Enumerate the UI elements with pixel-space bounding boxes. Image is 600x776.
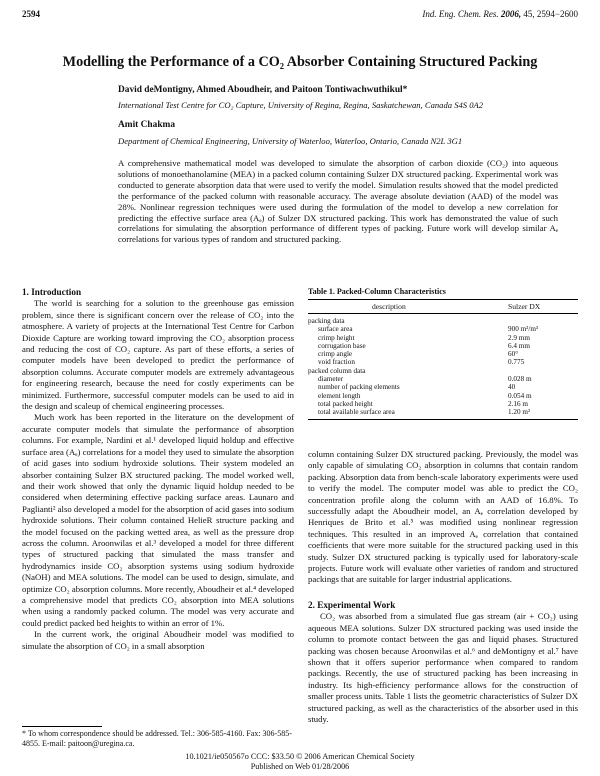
affiliation-2: Department of Chemical Engineering, University of Waterloo, Waterloo, Ontario, Canada N2L 3G1	[118, 136, 463, 146]
correspondence-footnote: * To whom correspondence should be addressed. Tel.: 306-585-4160. Fax: 306-585-4855. E-mail: paitoon@uregina.ca.	[22, 729, 292, 748]
published-date: Published on Web 01/28/2006	[250, 761, 350, 771]
table-group-label: packed column data	[308, 366, 366, 375]
doi-copyright: 10.1021/ie050567o CCC: $33.50 © 2006 American Chemical Society	[185, 752, 415, 761]
table-row: corrugation base 6.4 mm	[318, 341, 530, 350]
packing-table	[308, 299, 578, 420]
section-heading-experimental: 2. Experimental Work	[308, 599, 396, 610]
running-header	[22, 9, 578, 23]
page-footer	[0, 752, 600, 771]
table-row: surface area 900 m²/m³	[318, 325, 539, 334]
intro-paragraph-2: Much work has been reported in the literature on the development of accurate computer models that simulate the performance of absorption columns. For example, Nardini et al.¹ developed liquid holdup and effective surface area (Aₑ) correlations for a model they used to simulate the absorption of acid gases into sodium hydroxide solutions. Their system modeled an absorber containing Sulzer BX structured packing. The model worked well, and their work showed that only the dynamic liquid holdup needed to be considered when determining effective packing surface areas. Launaro and Paglianti² also developed a model for the absorption of acid gases into sodium hydroxide solutions. Their column contained HelieR structure packing and the model focused on the packing wetted area, as well as the pressure drop across the column. Aroonwilas et al.³ developed a model for three different types of structured packing that simulated the mass transfer and hydrodynamics inside CO₂ absorption systems using sodium hydroxide (NaOH) and MEA solutions. The model can be used to design, simulate, and optimize CO₂ absorption columns. More recently, Aboudheir et al.⁴ developed a comprehensive model that predicts CO₂ absorption into MEA solutions when using a randomly packed column. The model was very accurate and could predict packed bed heights to within an error of 1%.	[22, 412, 294, 628]
table-row: total packed height 2.16 m	[318, 399, 528, 408]
page-number: 2594	[22, 9, 40, 19]
table-header-sulzer: Sulzer DX	[508, 300, 578, 314]
continuation-paragraph: column containing Sulzer DX structured packing. Previously, the model was only capable of simulating CO₂ absorption in columns that contain random packing. Absorption data from bench-scale laboratory experiments were used to verify the model. The computer model was able to predict the CO₂ concentration profile along the column with an AAD of 16.8%. To successfully adapt the Aboudheir model, an Aₑ correlation developed by Henriques de Brito et al.⁵ was modified using nonlinear regression techniques. This resulted in an improved Aₑ correlation that contained coefficients that were more suitable for the structured packing used in this study. Sulzer DX structured packing is typically used for laboratory-scale projects. Future work will evaluate other varieties of random and structured packings that are suitable for larger industrial applications.	[308, 449, 578, 585]
footnote-rule	[22, 726, 102, 727]
table-row: diameter 0.028 m	[318, 375, 532, 384]
journal-volume-pages: 45, 2594−2600	[523, 9, 578, 19]
section-heading-introduction: 1. Introduction	[22, 287, 82, 297]
table-1	[308, 287, 578, 420]
author-list-1: David deMontigny, Ahmed Aboudheir, and Paitoon Tontiwachwuthikul*	[118, 85, 408, 95]
table-caption: Table 1. Packed-Column Characteristics	[308, 287, 446, 296]
left-column	[22, 287, 294, 652]
affiliation-1: International Test Centre for CO₂ Capture, University of Regina, Regina, Saskatchewan, Canada S4S 0A2	[118, 100, 484, 110]
table-row: element length 0.054 m	[318, 391, 532, 400]
journal-citation	[422, 9, 578, 19]
journal-name: Ind. Eng. Chem. Res.	[422, 9, 499, 19]
experimental-paragraph: CO₂ was absorbed from a simulated flue gas stream (air + CO₂) using aqueous MEA solutions. Sulzer DX structured packing was used inside the column to promote contact between the gas and liquid phases. Structured packing was chosen because Aroonwilas et al.⁶ and deMontigny et al.⁷ have shown that it offers superior performance when compared to random packings. Recently, the use of structured packing has been increasing in industry. Its high-efficiency performance allows for the construction of smaller process units. Table 1 lists the geometric characteristics of Sulzer DX structured packing, as well as the characteristics of the absorber used in this study.	[308, 611, 578, 724]
right-column	[308, 449, 578, 725]
author-list-2: Amit Chakma	[118, 120, 176, 130]
table-row: total available surface area 1.20 m²	[308, 408, 578, 419]
table-group-label: packing data	[308, 317, 345, 325]
intro-paragraph-3: In the current work, the original Aboudheir model was modified to simulate the absorption of CO₂ in a small absorption	[22, 629, 294, 651]
table-row: void fraction 0.775	[318, 358, 525, 367]
table-row: crimp height 2.9 mm	[318, 333, 530, 342]
abstract: A comprehensive mathematical model was developed to simulate the absorption of carbon dioxide (CO₂) into aqueous solutions of monoethanolamine (MEA) in a packed column containing Sulzer DX structured packing. Experimental work was conducted to generate absorption data that were used to verify the model. Simulation results showed that the model predicted the performance of the packed column with reasonable accuracy. The average absolute deviation (AAD) of the model was 28%. Nonlinear regression techniques were used during the formulation of the model to develop a new correlation for predicting the effective surface area (Aₑ) of Sulzer DX structured packing. This work has demonstrated the value of such correlations for simulating the absorption performance of different types of packing. Future work will develop similar Aₑ correlations for various types of random and structured packing.	[118, 158, 558, 245]
intro-paragraph-1: The world is searching for a solution to the greenhouse gas emission problem, since there is significant concern over the release of CO₂ into the atmosphere. A variety of projects at the International Test Centre for Carbon Dioxide Capture are working toward improving the CO₂ absorption process and reducing the cost of CO₂ capture. As part of these efforts, a series of computer models have been developed to predict the performance of absorption columns. Accurate computer models are extremely advantageous for engineering research, because the need for costly experiments can be minimized. Furthermore, successful computer models can be used to aid in the design and scaleup of chemical engineering processes.	[22, 298, 294, 412]
table-row: crimp angle 60°	[318, 350, 519, 359]
journal-year: 2006,	[500, 9, 522, 19]
article-title: Modelling the Performance of a CO₂ Absorber Containing Structured Packing	[62, 54, 538, 70]
table-row: number of packing elements 40	[318, 383, 516, 392]
table-header-description: description	[308, 300, 508, 314]
